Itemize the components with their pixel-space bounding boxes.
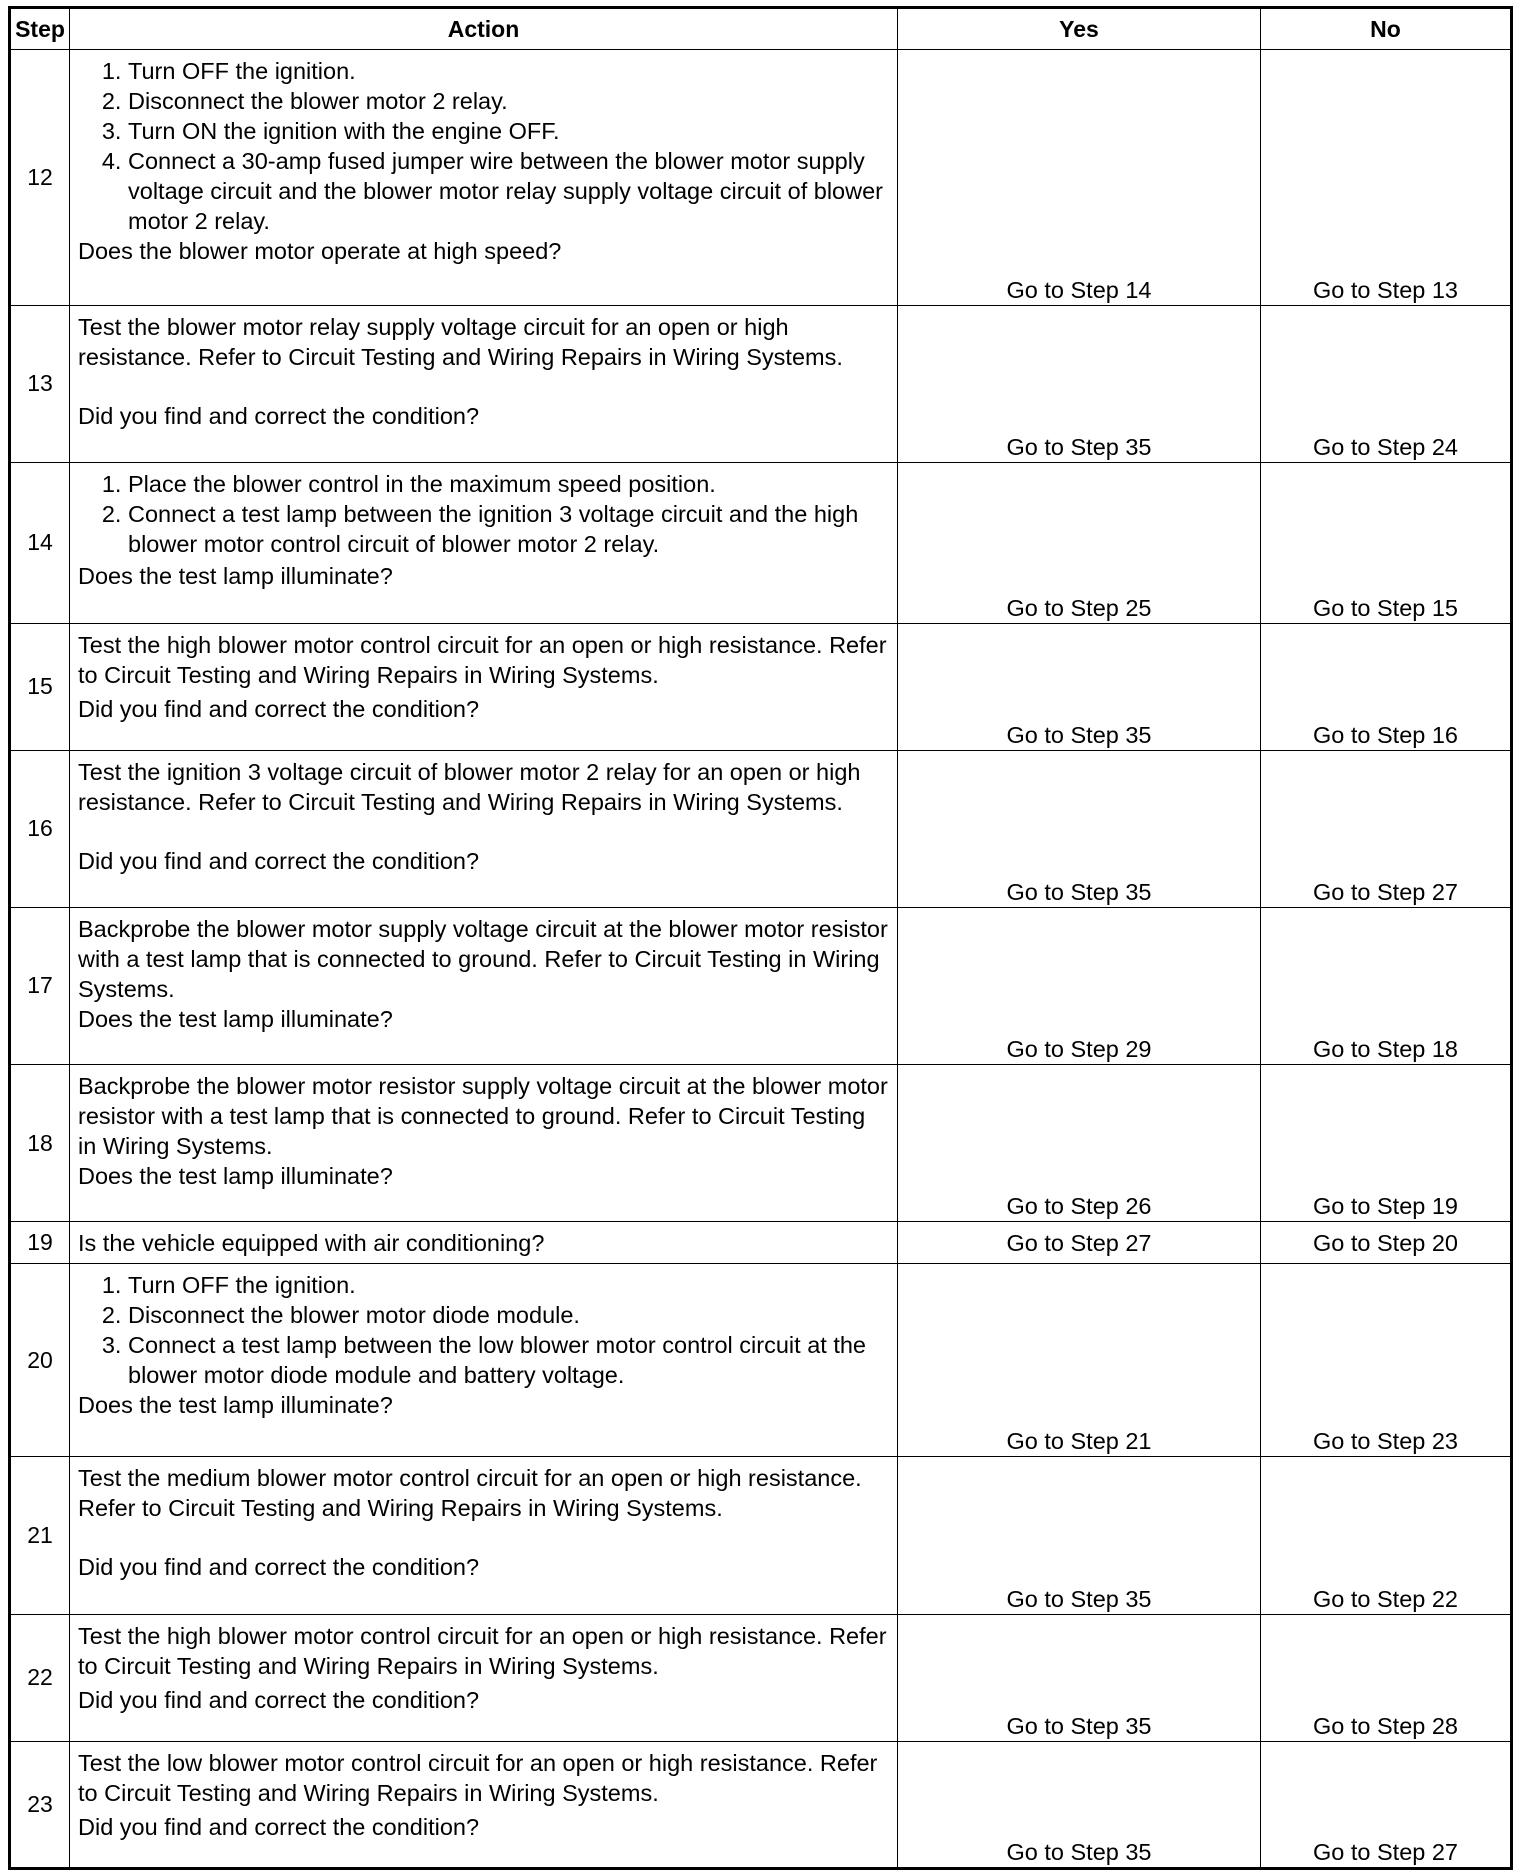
action-cell [70, 623, 898, 750]
action-instruction: Test the ignition 3 voltage circuit of blower motor 2 relay for an open or high resistance. Refer to Circuit Testing and Wiring Repairs in Wiring Systems. [78, 758, 861, 815]
step-number: 16 [10, 750, 70, 907]
step-number: 15 [10, 623, 70, 750]
table-row [10, 305, 1512, 462]
header-row [10, 8, 1512, 50]
action-cell [70, 1065, 898, 1222]
action-instruction: Test the low blower motor control circuit for an open or high resistance. Refer to Circuit Testing and Wiring Repairs in Wiring Systems. [78, 1749, 878, 1806]
yes-result: Go to Step 35 [898, 1457, 1261, 1614]
action-cell [70, 750, 898, 907]
step-number: 14 [10, 462, 70, 623]
table-row [10, 462, 1512, 623]
action-question: Is the vehicle equipped with air conditioning? [78, 1229, 545, 1256]
action-step-item: 3. Turn ON the ignition with the engine OFF. [128, 116, 889, 146]
yes-result: Go to Step 25 [898, 462, 1261, 623]
action-instruction: Test the high blower motor control circuit for an open or high resistance. Refer to Circuit Testing and Wiring Repairs in Wiring Systems. [78, 631, 887, 688]
action-question: Did you find and correct the condition? [78, 1554, 480, 1581]
yes-result: Go to Step 35 [898, 1614, 1261, 1741]
action-step-item: 1. Turn OFF the ignition. [128, 56, 889, 86]
action-instruction: Test the high blower motor control circuit for an open or high resistance. Refer to Circuit Testing and Wiring Repairs in Wiring Systems. [78, 1622, 887, 1679]
action-cell [70, 50, 898, 306]
no-result: Go to Step 16 [1261, 623, 1512, 750]
action-step-item: 1. Turn OFF the ignition. [128, 1270, 889, 1300]
table-row [10, 750, 1512, 907]
action-question: Did you find and correct the condition? [78, 1686, 480, 1713]
no-result: Go to Step 20 [1261, 1222, 1512, 1264]
yes-result: Go to Step 29 [898, 907, 1261, 1064]
yes-result: Go to Step 35 [898, 1741, 1261, 1868]
diagnostic-table [8, 6, 1513, 1870]
action-question: Did you find and correct the condition? [78, 695, 480, 722]
action-question: Did you find and correct the condition? [78, 847, 480, 874]
table-row [10, 1065, 1512, 1222]
step-number: 18 [10, 1065, 70, 1222]
action-question: Does the test lamp illuminate? [78, 1005, 393, 1032]
step-number: 17 [10, 907, 70, 1064]
step-number: 20 [10, 1264, 70, 1457]
step-number: 23 [10, 1741, 70, 1868]
action-steps-list [78, 469, 889, 559]
action-cell [70, 305, 898, 462]
header-no: No [1261, 8, 1512, 50]
table-row [10, 1741, 1512, 1868]
action-cell [70, 1264, 898, 1457]
action-instruction: Test the medium blower motor control circuit for an open or high resistance. Refer to Circuit Testing and Wiring Repairs in Wiring Systems. [78, 1465, 862, 1522]
table-row [10, 907, 1512, 1064]
action-step-item: 3. Connect a test lamp between the low blower motor control circuit at the blower motor diode module and battery voltage. [128, 1330, 889, 1390]
action-question: Does the test lamp illuminate? [78, 1392, 393, 1419]
action-question: Does the test lamp illuminate? [78, 1163, 393, 1190]
action-step-item: 4. Connect a 30-amp fused jumper wire between the blower motor supply voltage circuit and the blower motor relay supply voltage circuit of blower motor 2 relay. [128, 146, 889, 236]
action-cell [70, 1614, 898, 1741]
yes-result: Go to Step 26 [898, 1065, 1261, 1222]
header-yes: Yes [898, 8, 1261, 50]
yes-result: Go to Step 35 [898, 305, 1261, 462]
table-row [10, 1222, 1512, 1264]
action-steps-list [78, 56, 889, 236]
header-step: Step [10, 8, 70, 50]
table-row [10, 1614, 1512, 1741]
step-number: 22 [10, 1614, 70, 1741]
action-cell [70, 1741, 898, 1868]
action-instruction: Backprobe the blower motor supply voltage circuit at the blower motor resistor with a test lamp that is connected to ground. Refer to Circuit Testing in Wiring Systems. [78, 915, 888, 1002]
action-question: Does the test lamp illuminate? [78, 562, 393, 589]
no-result: Go to Step 23 [1261, 1264, 1512, 1457]
yes-result: Go to Step 27 [898, 1222, 1261, 1264]
action-cell [70, 462, 898, 623]
no-result: Go to Step 27 [1261, 1741, 1512, 1868]
table-row [10, 50, 1512, 306]
no-result: Go to Step 15 [1261, 462, 1512, 623]
step-number: 12 [10, 50, 70, 306]
no-result: Go to Step 19 [1261, 1065, 1512, 1222]
action-question: Did you find and correct the condition? [78, 402, 480, 429]
action-step-item: 2. Disconnect the blower motor diode module. [128, 1300, 889, 1330]
yes-result: Go to Step 14 [898, 50, 1261, 306]
no-result: Go to Step 18 [1261, 907, 1512, 1064]
action-question: Does the blower motor operate at high speed? [78, 238, 562, 264]
step-number: 21 [10, 1457, 70, 1614]
no-result: Go to Step 28 [1261, 1614, 1512, 1741]
action-question: Did you find and correct the condition? [78, 1813, 480, 1840]
yes-result: Go to Step 35 [898, 623, 1261, 750]
action-cell [70, 1457, 898, 1614]
action-cell [70, 1222, 898, 1264]
action-step-item: 2. Disconnect the blower motor 2 relay. [128, 86, 889, 116]
action-cell [70, 907, 898, 1064]
action-instruction: Test the blower motor relay supply voltage circuit for an open or high resistance. Refer to Circuit Testing and Wiring Repairs in Wiring Systems. [78, 313, 843, 370]
step-number: 13 [10, 305, 70, 462]
table-row [10, 623, 1512, 750]
action-step-item: 2. Connect a test lamp between the ignition 3 voltage circuit and the high blower motor control circuit of blower motor 2 relay. [128, 499, 889, 559]
yes-result: Go to Step 21 [898, 1264, 1261, 1457]
action-instruction: Backprobe the blower motor resistor supply voltage circuit at the blower motor resistor with a test lamp that is connected to ground. Refer to Circuit Testing in Wiring Systems. [78, 1073, 888, 1160]
header-action: Action [70, 8, 898, 50]
no-result: Go to Step 24 [1261, 305, 1512, 462]
no-result: Go to Step 27 [1261, 750, 1512, 907]
no-result: Go to Step 22 [1261, 1457, 1512, 1614]
action-step-item: 1. Place the blower control in the maximum speed position. [128, 469, 889, 499]
table-row [10, 1457, 1512, 1614]
yes-result: Go to Step 35 [898, 750, 1261, 907]
no-result: Go to Step 13 [1261, 50, 1512, 306]
action-steps-list [78, 1270, 889, 1390]
table-row [10, 1264, 1512, 1457]
step-number: 19 [10, 1222, 70, 1264]
